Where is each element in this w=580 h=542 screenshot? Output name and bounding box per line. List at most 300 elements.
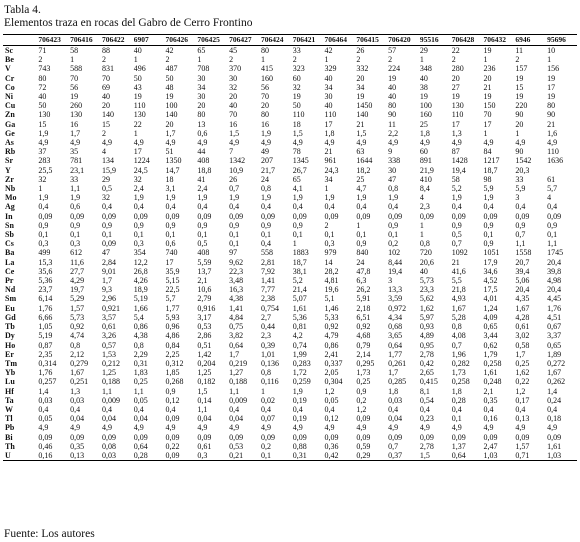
table-cell: 4,9 [483, 423, 494, 433]
table-cell: 1,03 [547, 450, 562, 460]
table-cell: 15 [515, 82, 524, 92]
table-cell: 4,9 [451, 138, 462, 148]
table-cell: 0,29 [356, 450, 371, 460]
table-cell: 0,03 [388, 395, 403, 405]
table-cell: 17 [165, 257, 174, 267]
table-cell: 0,9 [292, 220, 303, 230]
table-row [3, 377, 577, 386]
table-cell: 1 [260, 386, 265, 396]
table-cell: 0,61 [197, 441, 212, 451]
table-cell: 1,37 [451, 441, 466, 451]
table-cell: 1,9 [388, 193, 399, 203]
table-cell: 280 [451, 64, 464, 74]
table-cell: 0,68 [388, 322, 403, 332]
table-cell: 3 [515, 193, 520, 203]
table-cell: 4,9 [419, 423, 430, 433]
table-cell: 496 [133, 64, 146, 74]
table-cell: 0,2 [388, 239, 399, 249]
table-cell: 0,03 [38, 395, 53, 405]
element-symbol: Sn [5, 220, 14, 230]
element-symbol: Yb [5, 368, 16, 378]
table-cell: 0,09 [165, 414, 180, 424]
table-cell: 5,15 [165, 276, 180, 286]
table-cell: 0,93 [419, 322, 434, 332]
table-cell: 0,4 [101, 202, 112, 212]
table-cell: 831 [101, 64, 114, 74]
table-cell: 4,35 [515, 294, 530, 304]
table-cell: 0,09 [70, 432, 85, 442]
table-cell: 50 [165, 73, 174, 83]
table-cell: 0,3 [324, 239, 335, 249]
table-cell: 0,64 [388, 340, 403, 350]
table-cell: 1,5 [419, 450, 430, 460]
table-cell: 0,9 [356, 386, 367, 396]
element-symbol: Tm [5, 358, 17, 368]
table-cell: 21 [451, 257, 460, 267]
table-cell: 0,4 [70, 404, 81, 414]
table-cell: 0,7 [451, 239, 462, 249]
table-cell: 0,13 [70, 450, 85, 460]
table-cell: 18,7 [292, 257, 307, 267]
table-cell: 56 [260, 82, 269, 92]
table-cell: 41,6 [451, 266, 466, 276]
table-cell: 45 [229, 46, 238, 55]
table-cell: 1,9 [356, 193, 367, 203]
table-cell: 20 [483, 73, 492, 83]
table-cell: 56 [70, 82, 79, 92]
table-cell: 78 [292, 147, 301, 157]
table-cell: 0,3 [133, 239, 144, 249]
table-cell: 0,25 [133, 377, 148, 387]
table-cell: 1,41 [260, 276, 275, 286]
table-cell: 26,2 [356, 285, 371, 295]
table-cell: 1,5 [197, 386, 208, 396]
table-row [3, 138, 577, 147]
table-cell: 2,35 [38, 349, 53, 359]
table-cell: 0,09 [70, 211, 85, 221]
table-cell: 1,7 [388, 368, 399, 378]
table-cell: 0,09 [101, 239, 116, 249]
table-cell: 110 [133, 101, 146, 111]
table-cell: 34 [197, 82, 206, 92]
table-cell: 0,8 [260, 184, 271, 194]
table-cell: 19 [133, 92, 142, 102]
table-label: Tabla 4. [4, 4, 41, 16]
table-cell: 47 [388, 174, 397, 184]
table-cell: 30 [197, 73, 206, 83]
table-cell: 17,9 [483, 257, 498, 267]
table-cell: 4 [101, 147, 106, 157]
table-cell: 0,61 [101, 322, 116, 332]
table-cell: 6,51 [356, 312, 371, 322]
column-header: 95516 [419, 35, 439, 44]
table-cell: 0,6 [165, 239, 176, 249]
table-cell: 1,8 [419, 128, 430, 138]
table-cell: 0,9 [515, 220, 526, 230]
table-cell: 0,9 [165, 220, 176, 230]
table-cell: 2,41 [324, 349, 339, 359]
table-cell: 20 [101, 101, 110, 111]
table-cell: 4,9 [197, 423, 208, 433]
table-cell: 5,28 [451, 312, 466, 322]
table-cell: 10 [547, 46, 556, 55]
table-cell: 1051 [483, 248, 500, 258]
table-cell: 0,24 [547, 395, 562, 405]
table-cell: 1,2 [356, 404, 367, 414]
table-cell: 0,4 [133, 404, 144, 414]
table-cell: 4,89 [419, 331, 434, 341]
table-row [3, 83, 577, 92]
table-cell: 1,8 [451, 386, 462, 396]
column-header: 706425 [197, 35, 220, 44]
table-cell: 0,9 [197, 220, 208, 230]
table-cell: 0,92 [356, 322, 371, 332]
table-cell: 17,5 [483, 285, 498, 295]
table-cell: 1,01 [260, 349, 275, 359]
table-cell: 0,09 [451, 432, 466, 442]
table-cell: 0,28 [133, 450, 148, 460]
table-cell: 220 [515, 101, 528, 111]
element-symbol: Er [5, 349, 14, 359]
table-cell: 60 [419, 147, 428, 157]
table-cell: 17 [324, 119, 333, 129]
table-cell: 19 [515, 73, 524, 83]
table-cell: 0,1 [292, 230, 303, 240]
table-cell: 11 [388, 119, 396, 129]
table-cell: 19 [70, 92, 79, 102]
table-cell: 80 [260, 46, 269, 55]
table-cell: 0,09 [133, 211, 148, 221]
column-header: 706415 [356, 35, 379, 44]
table-row [3, 202, 577, 211]
table-cell: 72 [38, 82, 47, 92]
table-cell: 0,8 [388, 184, 399, 194]
table-cell: 3,65 [388, 331, 403, 341]
table-cell: 0,25 [515, 358, 530, 368]
table-cell: 130 [38, 110, 51, 120]
table-cell: 2 [451, 55, 456, 65]
table-cell: 0,2 [260, 441, 271, 451]
table-cell: 2,3 [260, 331, 271, 341]
table-cell: 42 [324, 46, 333, 55]
table-cell: 29 [101, 174, 110, 184]
table-cell: 1,1 [70, 184, 81, 194]
table-cell: 130 [133, 110, 146, 120]
table-cell: 0,754 [260, 303, 279, 313]
table-cell: 1,5 [356, 128, 367, 138]
table-cell: 0,22 [165, 441, 180, 451]
table-cell: 24 [260, 174, 269, 184]
table-cell: 2,81 [260, 257, 275, 267]
table-cell: 0,4 [388, 404, 399, 414]
table-cell: 1 [38, 184, 43, 194]
element-symbol: Be [5, 55, 14, 65]
table-cell: 21,4 [292, 285, 307, 295]
table-cell: 4,9 [324, 138, 335, 148]
element-symbol: Eu [5, 303, 15, 313]
table-cell: 1,66 [133, 303, 148, 313]
table-cell: 4,09 [483, 312, 498, 322]
table-cell: 0,116 [260, 377, 279, 387]
table-cell: 1,9 [292, 193, 303, 203]
table-cell: 1,2 [515, 386, 526, 396]
table-cell: 5,9 [483, 184, 494, 194]
table-cell: 2,25 [165, 349, 180, 359]
table-cell: 20,7 [515, 257, 530, 267]
table-cell: 0,9 [388, 220, 399, 230]
column-header: 706416 [70, 35, 93, 44]
table-cell: 5,97 [419, 312, 434, 322]
table-cell: 70 [101, 73, 110, 83]
table-cell: 0,2 [356, 395, 367, 405]
table-cell: 5,07 [292, 294, 307, 304]
table-cell: 0,36 [324, 441, 339, 451]
table-cell: 0,09 [515, 211, 530, 221]
table-cell: 1,9 [324, 193, 335, 203]
table-cell: 3,17 [197, 312, 212, 322]
table-cell: 160 [260, 73, 273, 83]
table-cell: 26 [356, 46, 365, 55]
table-cell: 332 [356, 64, 369, 74]
table-cell: 0,8 [451, 322, 462, 332]
table-cell: 33 [70, 174, 79, 184]
table-cell: 0,09 [101, 432, 116, 442]
table-cell: 1 [419, 55, 424, 65]
table-cell: 39,8 [547, 266, 562, 276]
table-cell: 323 [292, 64, 305, 74]
table-row [3, 55, 577, 64]
element-symbol: Tl [5, 414, 13, 424]
table-cell: 0,04 [133, 414, 148, 424]
table-cell: 25 [419, 119, 428, 129]
element-symbol: Ni [5, 92, 13, 102]
table-cell: 43 [133, 82, 142, 92]
table-cell: 0,09 [165, 211, 180, 221]
table-cell: 8,1 [419, 386, 430, 396]
table-cell: 0,5 [197, 239, 208, 249]
table-title: Elementos traza en rocas del Gabro de Cerro Frontino [4, 17, 253, 29]
table-cell: 102 [388, 248, 401, 258]
table-cell: 80 [388, 101, 397, 111]
table-cell: 0,44 [260, 322, 275, 332]
table-cell: 11,6 [70, 257, 84, 267]
table-cell: 329 [324, 64, 337, 74]
table-cell: 0,1 [133, 230, 144, 240]
table-cell: 0,65 [547, 340, 562, 350]
table-cell: 17 [547, 82, 556, 92]
table-row [3, 276, 577, 285]
element-symbol: Ho [5, 340, 16, 350]
element-symbol: Ga [5, 119, 16, 129]
table-cell: 5,91 [356, 294, 371, 304]
table-cell: 2,1 [483, 386, 494, 396]
table-cell: 5,06 [515, 276, 530, 286]
table-cell: 0,4 [229, 404, 240, 414]
table-row [3, 258, 577, 267]
table-row [3, 423, 577, 432]
table-cell: 0,05 [38, 414, 53, 424]
table-row [3, 396, 577, 405]
table-cell: 1,73 [451, 368, 466, 378]
table-row [3, 147, 577, 156]
table-cell: 3 [388, 276, 393, 286]
table-cell: 348 [419, 64, 432, 74]
table-cell: 18 [165, 174, 174, 184]
table-cell: 0,75 [229, 322, 244, 332]
table-cell: 0,7 [515, 230, 526, 240]
table-cell: 1,6 [547, 128, 558, 138]
table-cell: 22,3 [229, 266, 244, 276]
element-symbol: Ce [5, 266, 15, 276]
table-cell: 4,9 [133, 423, 144, 433]
table-cell: 5,36 [38, 276, 53, 286]
table-cell: 0,259 [292, 377, 311, 387]
column-header: 706426 [165, 35, 189, 44]
table-cell: 2 [388, 55, 393, 65]
table-cell: 0,04 [70, 414, 85, 424]
table-cell: 1,53 [101, 349, 116, 359]
table-cell: 20 [260, 101, 269, 111]
table-cell: 0,09 [38, 432, 53, 442]
table-cell: 2,1 [197, 276, 208, 286]
element-symbol: W [5, 404, 13, 414]
table-cell: 14,7 [165, 165, 180, 175]
table-cell: 0,4 [451, 404, 462, 414]
table-cell: 0,8 [133, 340, 144, 350]
table-cell: 88 [101, 46, 110, 55]
element-symbol: Lu [5, 377, 15, 387]
table-cell: 236 [483, 64, 496, 74]
table-cell: 961 [324, 156, 337, 166]
table-cell: 21 [324, 147, 333, 157]
table-cell: 2 [356, 55, 361, 65]
element-symbol: Cs [5, 239, 14, 249]
table-cell: 0,19 [292, 414, 307, 424]
table-cell: 0,4 [388, 202, 399, 212]
table-cell: 21 [483, 82, 492, 92]
table-cell: 1,3 [451, 128, 462, 138]
table-row [3, 46, 577, 56]
table-cell: 0,28 [451, 395, 466, 405]
table-cell: 21 [356, 119, 365, 129]
table-cell: 4,26 [133, 276, 148, 286]
table-cell: 0,4 [547, 202, 558, 212]
table-cell: 19,6 [324, 285, 339, 295]
table-cell: 0,261 [388, 358, 407, 368]
table-row [3, 322, 577, 331]
table-row [3, 221, 577, 230]
element-symbol: Cu [5, 101, 16, 111]
table-cell: 0,09 [133, 432, 148, 442]
table-cell: 0,25 [356, 377, 371, 387]
table-cell: 5,7 [547, 184, 558, 194]
table-cell: 7 [229, 147, 234, 157]
table-cell: 0,3 [197, 450, 208, 460]
table-cell: 20 [515, 119, 524, 129]
table-cell: 1,7 [229, 349, 240, 359]
table-cell: 40 [101, 92, 110, 102]
table-cell: 2 [229, 55, 234, 65]
table-cell: 0,136 [260, 358, 279, 368]
table-cell: 0,415 [419, 377, 438, 387]
table-cell: 0,1 [229, 230, 240, 240]
table-cell: 20 [197, 101, 206, 111]
table-cell: 0,295 [356, 358, 375, 368]
table-cell: 1,46 [324, 303, 339, 313]
table-cell: 2 [515, 55, 520, 65]
table-cell: 0,51 [197, 340, 212, 350]
table-cell: 1,9 [197, 193, 208, 203]
table-cell: 1,67 [515, 303, 530, 313]
table-row [3, 368, 577, 377]
table-cell: 58 [451, 174, 460, 184]
table-cell: 58 [70, 46, 79, 55]
table-cell: 0,09 [483, 211, 498, 221]
table-cell: 0,9 [260, 220, 271, 230]
element-symbol: Zr [5, 174, 14, 184]
table-cell: 18,7 [483, 165, 498, 175]
table-cell: 18,2 [356, 165, 371, 175]
element-symbol: La [5, 257, 15, 267]
table-cell: 156 [547, 64, 560, 74]
table-cell: 25 [356, 174, 365, 184]
table-cell: 21,8 [451, 285, 466, 295]
table-cell: 0,4 [133, 202, 144, 212]
table-cell: 0,921 [101, 303, 120, 313]
table-cell: 1,5 [229, 128, 240, 138]
table-cell: 65 [197, 46, 206, 55]
table-cell: 0,4 [38, 202, 49, 212]
table-cell: 24,3 [324, 165, 339, 175]
table-cell: 1,62 [515, 368, 530, 378]
table-cell: 1,57 [70, 303, 85, 313]
table-row [3, 451, 577, 461]
table-cell: 0,53 [197, 322, 212, 332]
table-cell: 0,59 [356, 441, 371, 451]
column-header: 706427 [229, 35, 252, 44]
table-cell: 30 [388, 165, 397, 175]
table-cell: 4 [547, 193, 552, 203]
table-cell: 0,248 [483, 377, 502, 387]
table-cell: 558 [260, 248, 273, 258]
table-cell: 0,9 [356, 239, 367, 249]
table-cell: 3,82 [229, 331, 244, 341]
table-cell: 27 [451, 82, 460, 92]
table-cell: 0,39 [260, 340, 275, 350]
table-cell: 0,1 [101, 230, 112, 240]
table-cell: 708 [197, 64, 210, 74]
table-cell: 34,6 [483, 266, 498, 276]
table-cell: 1,1 [547, 239, 558, 249]
table-cell: 338 [388, 156, 401, 166]
table-cell: 0,65 [483, 322, 498, 332]
table-cell: 1 [324, 55, 329, 65]
table-cell: 4,9 [515, 423, 526, 433]
table-cell: 10,6 [197, 285, 212, 295]
table-cell: 30 [197, 92, 206, 102]
table-cell: 1,99 [292, 349, 307, 359]
table-cell: 5,62 [419, 294, 434, 304]
table-cell: 5,36 [292, 312, 307, 322]
table-cell: 4,9 [483, 138, 494, 148]
element-symbol: Bi [5, 432, 13, 442]
table-cell: 4,45 [547, 294, 562, 304]
table-cell: 7,77 [260, 285, 275, 295]
table-cell: 4,29 [70, 276, 85, 286]
table-cell: 0,84 [165, 340, 180, 350]
table-cell: 0,81 [292, 322, 307, 332]
table-cell: 410 [419, 174, 432, 184]
